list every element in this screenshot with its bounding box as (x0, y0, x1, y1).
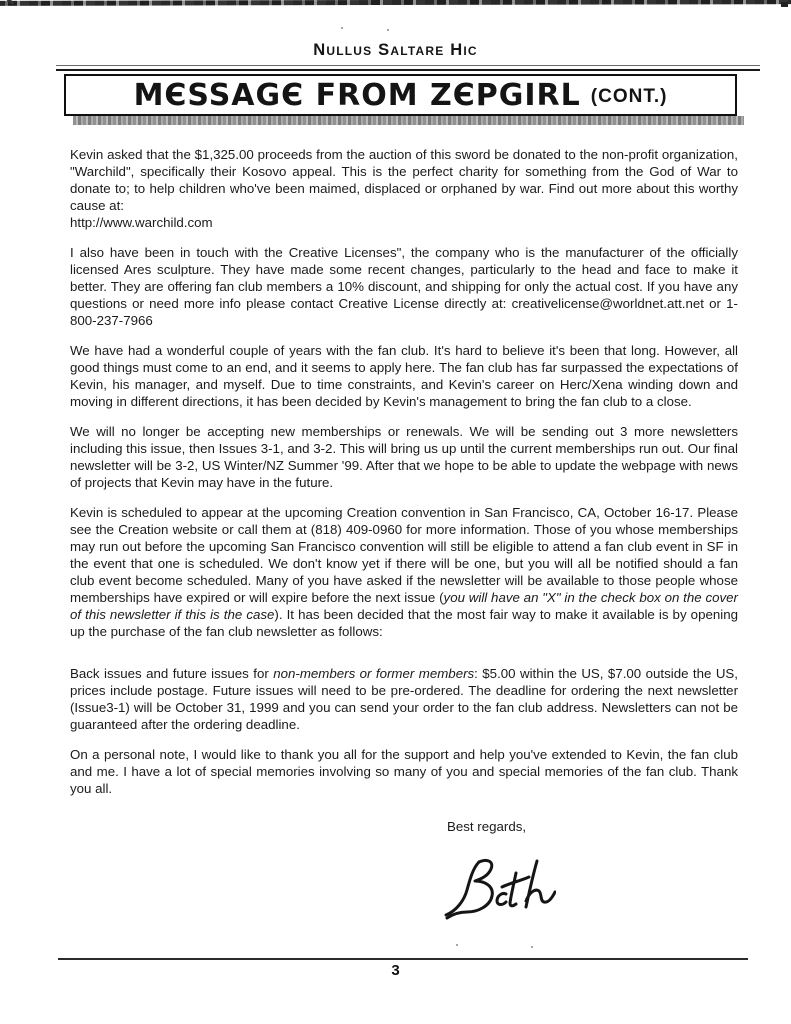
scan-speckle (531, 946, 533, 948)
page-number: 3 (391, 962, 400, 979)
paragraph-memberships: We will no longer be accepting new memberships or renewals. We will be sending out 3 more newsletters including this issue, then Issues 3-1, and 3-2. This will bring us up until the current memberships run out. Our final newsletter will be 3-2, US Winter/NZ Summer '99. After that we hope to be able to update the webpage with news of projects that Kevin may have in the future. (70, 424, 738, 490)
paragraph-warchild-donation: Kevin asked that the $1,325.00 proceeds from the auction of this sword be donated to the non-profit organization, "Warchild", specifically their Kosovo appeal. This is the perfect charity for something from the God of War to donate to; to help children who've been maimed, displaced or orphaned by war. Find out more about this worthy cause at: http://www.warchild.com (70, 147, 738, 230)
article-title-continued-tag: (CONT.) (590, 86, 668, 107)
paragraph-convention-newsletter: Kevin is scheduled to appear at the upcoming Creation convention in San Francisco, CA, October 16-17. Please see the Creation website or call them at (818) 409-0960 for more information. Those of you whose memberships may run out before the upcoming San Francisco convention will still be eligible to attend a fan club event in SF in the event that one is scheduled. We don't know yet if there will be one, but you will all be notified should a fan club event become scheduled. Many of you have asked if the newsletter will be available to those people whose memberships have expired or will expire before the next issue (you will have an "X" in the check box on the cover of this newsletter if this is the case). It has been decided that the most fair way to make it available is by opening up the purchase of the fan club newsletter as follows: (70, 505, 738, 639)
scan-speckle (456, 944, 458, 946)
newsletter-masthead: Nullus Saltare Hic (313, 41, 478, 59)
article-title: MЄSSAGЄ FROM ZЄPGIRL (133, 77, 581, 113)
masthead-rule (56, 65, 760, 71)
letter-closing: Best regards, (447, 819, 527, 834)
scan-mark-top-right (781, 2, 788, 7)
scan-speckle (341, 27, 343, 29)
article-title-banner (64, 74, 737, 116)
paragraph-fan-club-closing: We have had a wonderful couple of years with the fan club. It's hard to believe it's been that long. However, all good things must come to an end, and it seems to apply here. The fan club has far surpassed the expectations of Kevin, his manager, and myself. Due to time constraints, and Kevin's career on Herc/Xena winding down and moving in different directions, it has been decided by Kevin's management to bring the fan club to a close. (70, 343, 738, 409)
signature-handwriting (436, 857, 556, 921)
paragraph-creative-license: I also have been in touch with the Creative Licenses", the company who is the manufacturer of the officially licensed Ares sculpture. They have made some recent changes, particularly to the head and face to make it better. They are offering fan club members a 10% discount, and shipping for only the actual cost. If you have any questions or need more info please contact Creative License directly at: creativelicense@worldnet.att.net or 1-800-237-7966 (70, 245, 738, 328)
paragraph-back-issues: Back issues and future issues for non-members or former members: $5.00 within the US, $7.00 outside the US, prices include postage. Future issues will need to be pre-ordered. The deadline for ordering the next newsletter (Issue3-1) will be October 31, 1999 and you can send your order to the fan club address. Newsletters can not be guaranteed after the ordering deadline. (70, 666, 738, 732)
scan-speckle (387, 29, 389, 31)
title-banner-shadow (73, 116, 744, 125)
paragraph-personal-note: On a personal note, I would like to thank you all for the support and help you've extended to Kevin, the fan club and me. I have a lot of special memories involving so many of you and special memories of the fan club. Thank you all. (70, 747, 738, 796)
signature-beth (436, 857, 556, 921)
scan-noise-band (0, 0, 791, 6)
footer-rule (58, 958, 748, 960)
letter-body (70, 146, 738, 921)
